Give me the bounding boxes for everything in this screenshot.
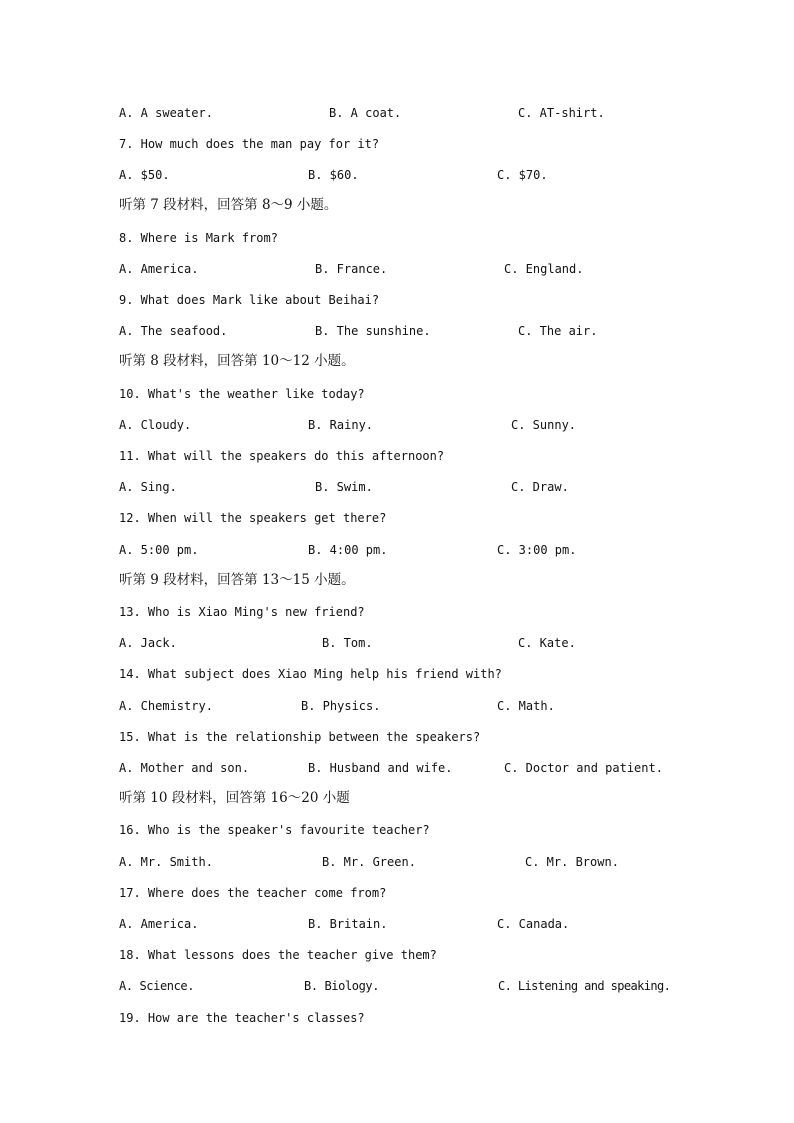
option-a: A. 5:00 pm.: [119, 543, 199, 557]
question-11: 11. What will the speakers do this afternoon?: [119, 449, 445, 463]
question-7: 7. How much does the man pay for it?: [119, 137, 380, 151]
option-a: A. Chemistry.: [119, 699, 213, 713]
options-row: [0, 261, 794, 277]
question-15: 15. What is the relationship between the speakers?: [119, 730, 481, 744]
question-16: 16. Who is the speaker's favourite teacher?: [119, 823, 430, 837]
option-c: C. 3:00 pm.: [497, 543, 577, 557]
option-c: C. Doctor and patient.: [504, 761, 663, 775]
options-row: [0, 760, 794, 776]
options-row: [0, 323, 794, 339]
question-19: 19. How are the teacher's classes?: [119, 1011, 365, 1025]
question-18: 18. What lessons does the teacher give them?: [119, 948, 437, 962]
option-b: B. The sunshine.: [315, 324, 431, 338]
question-14: 14. What subject does Xiao Ming help his friend with?: [119, 667, 502, 681]
options-row: [0, 916, 794, 932]
option-c: C. Canada.: [497, 917, 570, 931]
option-b: B. Swim.: [315, 480, 373, 494]
option-b: B. $60.: [308, 168, 359, 182]
option-b: B. France.: [315, 262, 388, 276]
option-a: A. Science.: [119, 979, 195, 993]
option-b: B. Husband and wife.: [308, 761, 453, 775]
options-row: [0, 854, 794, 870]
option-a: A. Cloudy.: [119, 418, 192, 432]
option-c: C. England.: [504, 262, 584, 276]
option-b: B. Britain.: [308, 917, 388, 931]
options-row: [0, 635, 794, 651]
option-c: C. AT-shirt.: [518, 106, 605, 120]
option-c: C. Sunny.: [511, 418, 577, 432]
options-row: [0, 479, 794, 495]
options-row: [0, 105, 794, 121]
option-a: A. Mother and son.: [119, 761, 250, 775]
option-c: C. Draw.: [511, 480, 569, 494]
option-b: B. Biology.: [304, 979, 380, 993]
options-row: [0, 542, 794, 558]
option-b: B. Mr. Green.: [322, 855, 416, 869]
section-heading: 听第 9 段材料，回答第 13～15 小题。: [119, 572, 355, 588]
option-a: A. $50.: [119, 168, 170, 182]
option-a: A. Jack.: [119, 636, 177, 650]
option-c: C. Listening and speaking.: [498, 979, 671, 993]
section-heading: 听第 8 段材料，回答第 10～12 小题。: [119, 353, 355, 369]
question-8: 8. Where is Mark from?: [119, 231, 278, 245]
option-c: C. The air.: [518, 324, 598, 338]
option-a: A. A sweater.: [119, 106, 213, 120]
option-a: A. America.: [119, 917, 199, 931]
option-b: B. 4:00 pm.: [308, 543, 388, 557]
section-heading: 听第 7 段材料，回答第 8～9 小题。: [119, 197, 338, 213]
option-c: C. Math.: [497, 699, 555, 713]
options-row: [0, 978, 794, 994]
option-a: A. The seafood.: [119, 324, 228, 338]
question-10: 10. What's the weather like today?: [119, 387, 365, 401]
option-c: C. Mr. Brown.: [525, 855, 619, 869]
option-c: C. $70.: [497, 168, 548, 182]
option-b: B. Tom.: [322, 636, 373, 650]
option-c: C. Kate.: [518, 636, 576, 650]
question-13: 13. Who is Xiao Ming's new friend?: [119, 605, 365, 619]
option-b: B. A coat.: [329, 106, 402, 120]
option-b: B. Rainy.: [308, 418, 374, 432]
question-9: 9. What does Mark like about Beihai?: [119, 293, 380, 307]
options-row: [0, 417, 794, 433]
question-12: 12. When will the speakers get there?: [119, 511, 387, 525]
option-a: A. Sing.: [119, 480, 177, 494]
option-a: A. Mr. Smith.: [119, 855, 213, 869]
option-b: B. Physics.: [301, 699, 381, 713]
section-heading: 听第 10 段材料，回答第 16～20 小题: [119, 790, 350, 806]
option-a: A. America.: [119, 262, 199, 276]
options-row: [0, 698, 794, 714]
question-17: 17. Where does the teacher come from?: [119, 886, 387, 900]
options-row: [0, 167, 794, 183]
